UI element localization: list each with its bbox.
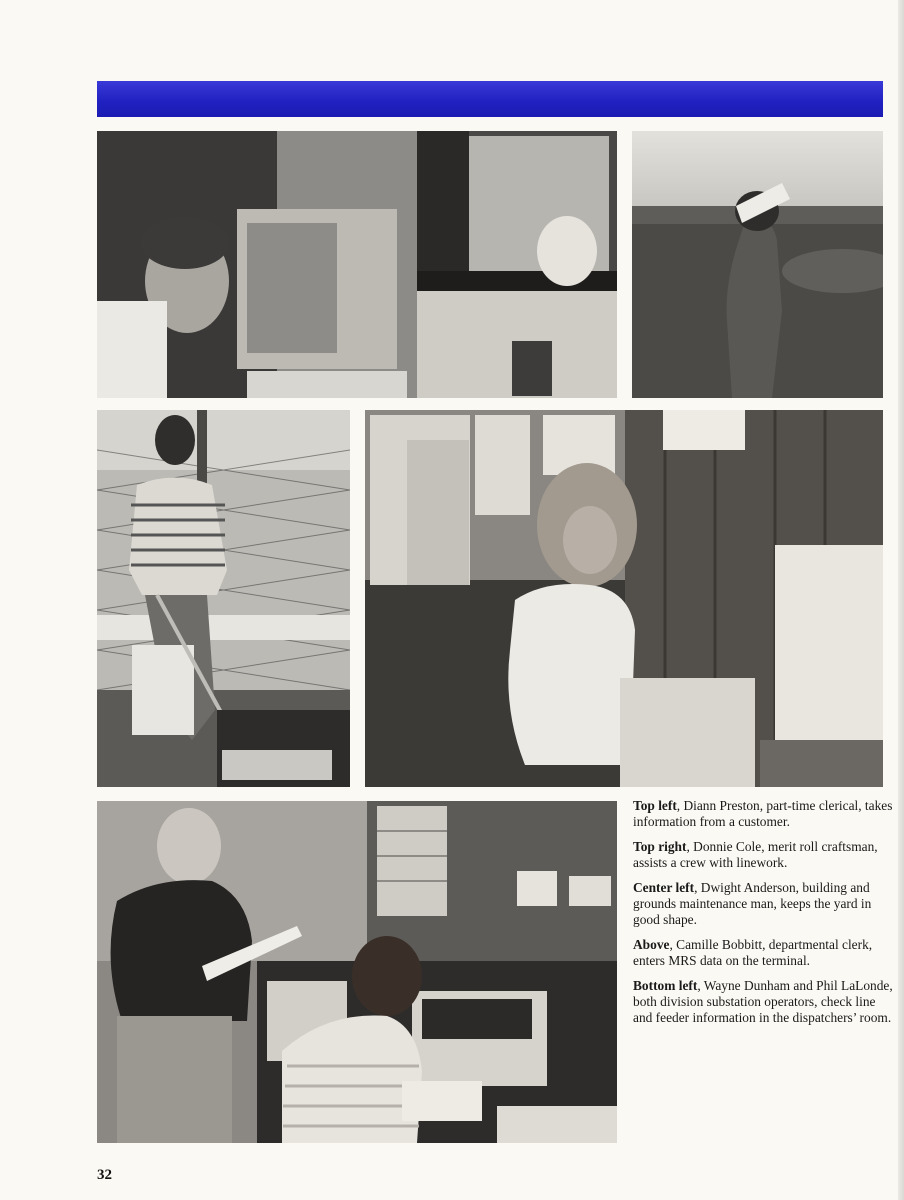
caption-lead: Center left <box>633 880 695 895</box>
photo-above-clerk-terminal <box>365 410 883 787</box>
caption-top-left <box>633 798 895 830</box>
caption-lead: Above <box>633 937 670 952</box>
caption-center-left <box>633 880 895 928</box>
caption-lead: Top left <box>633 798 677 813</box>
page-edge-shadow <box>898 0 904 1200</box>
caption-top-right <box>633 839 895 871</box>
caption-text: , Wayne Dunham and Phil LaLonde, both division substation operators, check line and feeder information in the dispatchers’ room. <box>633 978 893 1025</box>
caption-bottom-left <box>633 978 895 1026</box>
caption-block <box>633 798 895 1035</box>
caption-above <box>633 937 895 969</box>
caption-lead: Bottom left <box>633 978 698 993</box>
page-number: 32 <box>97 1167 112 1183</box>
photo-top-left-clerk <box>97 131 617 398</box>
caption-text: , Dwight Anderson, building and grounds maintenance man, keeps the yard in good shape. <box>633 880 872 927</box>
caption-text: , Donnie Cole, merit roll craftsman, assists a crew with linework. <box>633 839 878 870</box>
photo-top-right-craftsman <box>632 131 883 398</box>
caption-text: , Diann Preston, part-time clerical, takes information from a customer. <box>633 798 893 829</box>
photo-center-left-groundskeeper <box>97 410 350 787</box>
caption-lead: Top right <box>633 839 687 854</box>
photo-bottom-left-operators <box>97 801 617 1143</box>
caption-text: , Camille Bobbitt, departmental clerk, enters MRS data on the terminal. <box>633 937 873 968</box>
header-color-band <box>97 81 883 117</box>
